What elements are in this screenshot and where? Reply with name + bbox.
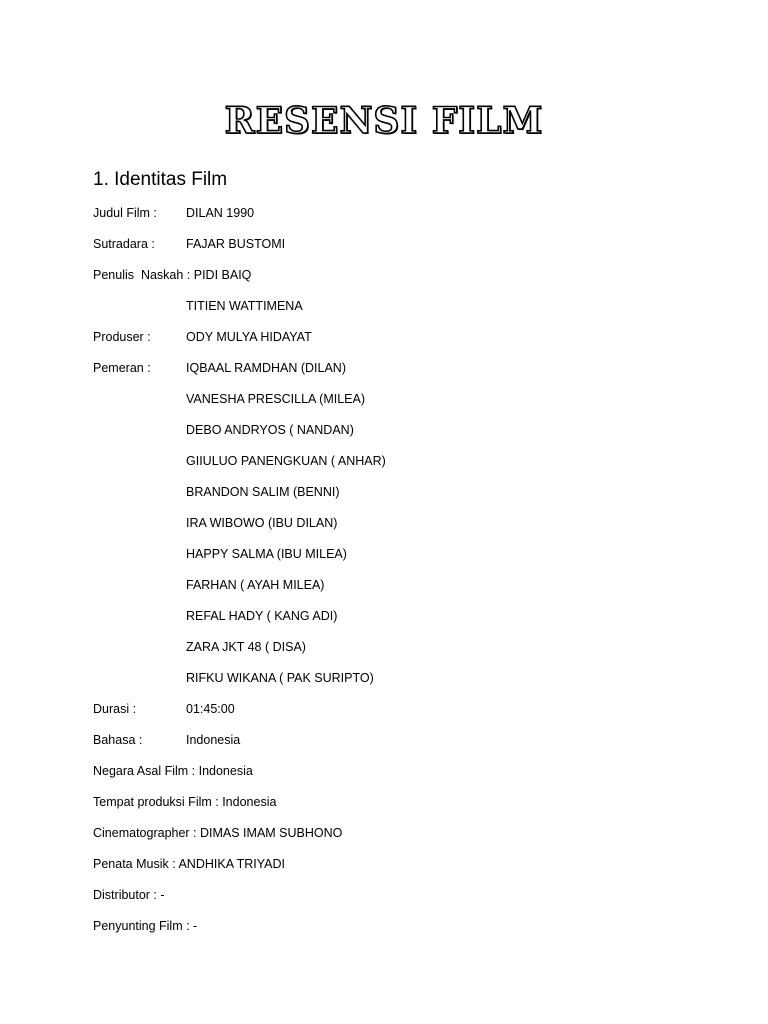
section-heading: 1. Identitas Film bbox=[93, 169, 228, 190]
row-pemeran bbox=[93, 358, 346, 378]
row-cast bbox=[93, 482, 340, 502]
value-produser: ODY MULYA HIDAYAT bbox=[186, 330, 312, 344]
cast-member: ZARA JKT 48 ( DISA) bbox=[186, 640, 306, 654]
row-distributor: Distributor : - bbox=[93, 888, 165, 902]
row-cast bbox=[93, 575, 324, 595]
cast-member: RIFKU WIKANA ( PAK SURIPTO) bbox=[186, 671, 374, 685]
row-cast bbox=[93, 389, 365, 409]
row-cast bbox=[93, 637, 306, 657]
row-penulis bbox=[93, 265, 251, 285]
row-tempat: Tempat produksi Film : Indonesia bbox=[93, 795, 277, 809]
document-title: RESENSI FILM bbox=[224, 100, 544, 142]
cast-member: BRANDON SALIM (BENNI) bbox=[186, 485, 340, 499]
row-cast bbox=[93, 513, 337, 533]
row-bahasa bbox=[93, 730, 240, 750]
cast-member: DEBO ANDRYOS ( NANDAN) bbox=[186, 423, 354, 437]
value-penulis-2: TITIEN WATTIMENA bbox=[186, 299, 303, 313]
row-cast bbox=[93, 606, 337, 626]
row-durasi bbox=[93, 699, 235, 719]
cast-member: VANESHA PRESCILLA (MILEA) bbox=[186, 392, 365, 406]
row-negara: Negara Asal Film : Indonesia bbox=[93, 764, 253, 778]
row-judul bbox=[93, 203, 254, 223]
label-pemeran: Pemeran : bbox=[93, 361, 151, 375]
value-durasi: 01:45:00 bbox=[186, 702, 235, 716]
row-produser bbox=[93, 327, 312, 347]
cast-member: HAPPY SALMA (IBU MILEA) bbox=[186, 547, 347, 561]
row-cast bbox=[93, 668, 374, 688]
label-sutradara: Sutradara : bbox=[93, 237, 155, 251]
row-cast bbox=[93, 544, 347, 564]
value-bahasa: Indonesia bbox=[186, 733, 241, 747]
cast-member: REFAL HADY ( KANG ADI) bbox=[186, 609, 338, 623]
row-sutradara bbox=[93, 234, 285, 254]
row-cast bbox=[93, 451, 386, 471]
cast-member: IRA WIBOWO (IBU DILAN) bbox=[186, 516, 338, 530]
label-penulis: Penulis Naskah : bbox=[93, 268, 194, 282]
row-cinematographer: Cinematographer : DIMAS IMAM SUBHONO bbox=[93, 826, 343, 840]
label-judul: Judul Film : bbox=[93, 206, 157, 220]
value-sutradara: FAJAR BUSTOMI bbox=[186, 237, 286, 251]
label-bahasa: Bahasa : bbox=[93, 733, 143, 747]
row-cast bbox=[93, 420, 354, 440]
row-penyunting: Penyunting Film : - bbox=[93, 919, 198, 933]
cast-member: GIIULUO PANENGKUAN ( ANHAR) bbox=[186, 454, 386, 468]
row-penulis-2 bbox=[93, 296, 303, 316]
value-judul: DILAN 1990 bbox=[186, 206, 255, 220]
cast-member: IQBAAL RAMDHAN (DILAN) bbox=[186, 361, 346, 375]
value-penulis: PIDI BAIQ bbox=[193, 268, 252, 282]
cast-member: FARHAN ( AYAH MILEA) bbox=[186, 578, 325, 592]
label-produser: Produser : bbox=[93, 330, 151, 344]
label-durasi: Durasi : bbox=[93, 702, 137, 716]
row-penata-musik: Penata Musik : ANDHIKA TRIYADI bbox=[93, 857, 285, 871]
